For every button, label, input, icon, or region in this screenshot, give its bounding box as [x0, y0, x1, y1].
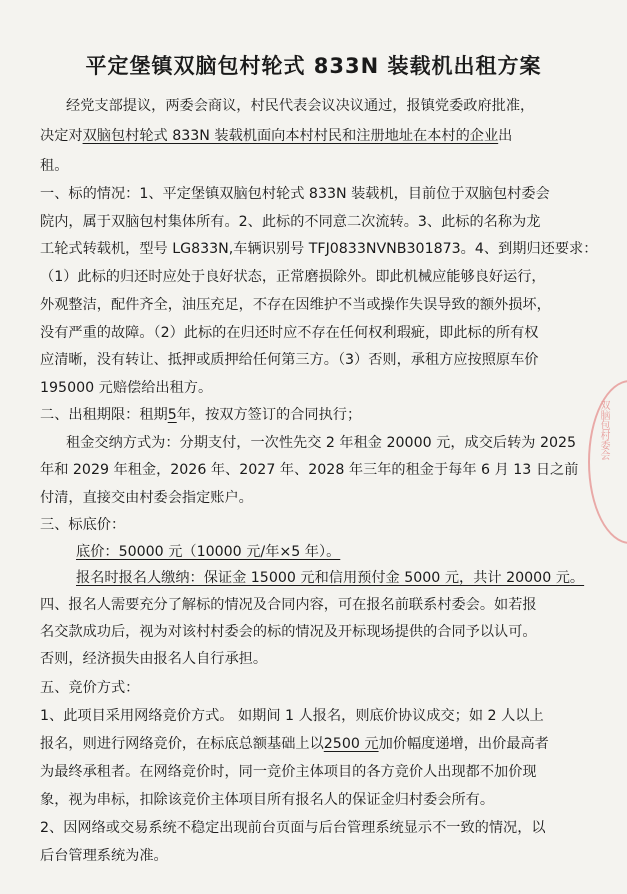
- underlined-text: 双脑包村轮式 833N 装载机面向本村村民和注册地址在本村的企业: [82, 128, 499, 144]
- text-line: 没有严重的故障。（2）此标的在归还时应不存在任何权利瑕疵，即此标的所有权: [40, 325, 539, 341]
- document-title: 平定堡镇双脑包村轮式 833N 装载机出租方案: [85, 54, 542, 78]
- text-line: （1）此标的归还时应处于良好状态，正常磨损除外。即此机械应能够良好运行，: [40, 269, 546, 285]
- text-line: 后台管理系统为准。: [40, 848, 168, 864]
- text-segment: 报名，则进行网络竞价，在标底总额基础上以: [40, 736, 324, 752]
- text-line: 为最终承租者。在网络竞价时，同一竞价主体项目的各方竞价人出现都不加价现: [40, 764, 537, 780]
- text-line: 五、竞价方式：: [40, 680, 140, 696]
- text-line: 外观整洁，配件齐全，油压充足，不存在因维护不当或操作失误导致的额外损坏，: [40, 297, 551, 313]
- text-line: 年和 2029 年租金，2026 年、2027 年、2028 年三年的租金于每年 6 月 13 日之前: [40, 462, 579, 478]
- text-line: 院内，属于双脑包村集体所有。2、此标的不同意二次流转。3、此标的名称为龙: [40, 214, 541, 230]
- text-line: 工轮式转载机，型号 LG833N,车辆识别号 TFJ0833NVNB301873。4、到期归还要求：: [40, 241, 598, 257]
- text-line: 四、报名人需要充分了解标的情况及合同内容，可在报名前联系村委会。如若报: [40, 597, 537, 613]
- text-line: [40, 405, 361, 425]
- text-line: 名交款成功后，视为对该村村委会的标的情况及开标现场提供的合同予以认可。: [40, 624, 537, 640]
- text-segment: 决定对: [40, 128, 83, 144]
- text-line: 一、标的情况：1、平定堡镇双脑包村轮式 833N 装载机，目前位于双脑包村委会: [40, 186, 550, 202]
- text-segment: 加价幅度递增，出价最高者: [378, 736, 549, 752]
- text-line: 195000 元赔偿给出租方。: [40, 380, 213, 396]
- text-line: [40, 126, 512, 146]
- text-line: 经党支部提议，两委会商议，村民代表会议决议通过，报镇党委政府批准，: [66, 98, 535, 114]
- text-segment: 二、出租期限：租期: [40, 407, 168, 423]
- text-line: 付清，直接交由村委会指定账户。: [40, 490, 253, 506]
- text-line: 租金交纳方式为：分期支付，一次性先交 2 年租金 20000 元，成交后转为 2025: [66, 435, 577, 451]
- text-line: [40, 734, 549, 754]
- deposit-line: 报名时报名人缴纳：保证金 15000 元和信用预付金 5000 元，共计 20000 元。: [76, 570, 585, 586]
- text-line: 应清晰，没有转让、抵押或质押给任何第三方。（3）否则，承租方应按照原车价: [40, 352, 539, 368]
- text-line: 2、因网络或交易系统不稳定出现前台页面与后台管理系统显示不一致的情况，以: [40, 820, 546, 836]
- text-line: 租。: [40, 158, 69, 174]
- text-segment: 年，按双方签订的合同执行；: [176, 407, 362, 423]
- text-line: 1、此项目采用网络竞价方式。 如期间 1 人报名，则底价协议成交；如 2 人以上: [40, 708, 544, 724]
- base-price-line: 底价：50000 元（10000 元/年×5 年）。: [76, 544, 341, 560]
- official-seal-text: 双脑包村委会: [598, 400, 609, 460]
- underlined-text: 2500 元: [323, 736, 379, 752]
- text-segment: 出: [498, 128, 513, 144]
- text-line: 三、标底价：: [40, 517, 126, 533]
- text-line: 否则，经济损失由报名人自行承担。: [40, 651, 268, 667]
- underlined-text: 5: [167, 407, 177, 423]
- text-line: 象，视为串标，扣除该竞价主体项目所有报名人的保证金归村委会所有。: [40, 792, 495, 808]
